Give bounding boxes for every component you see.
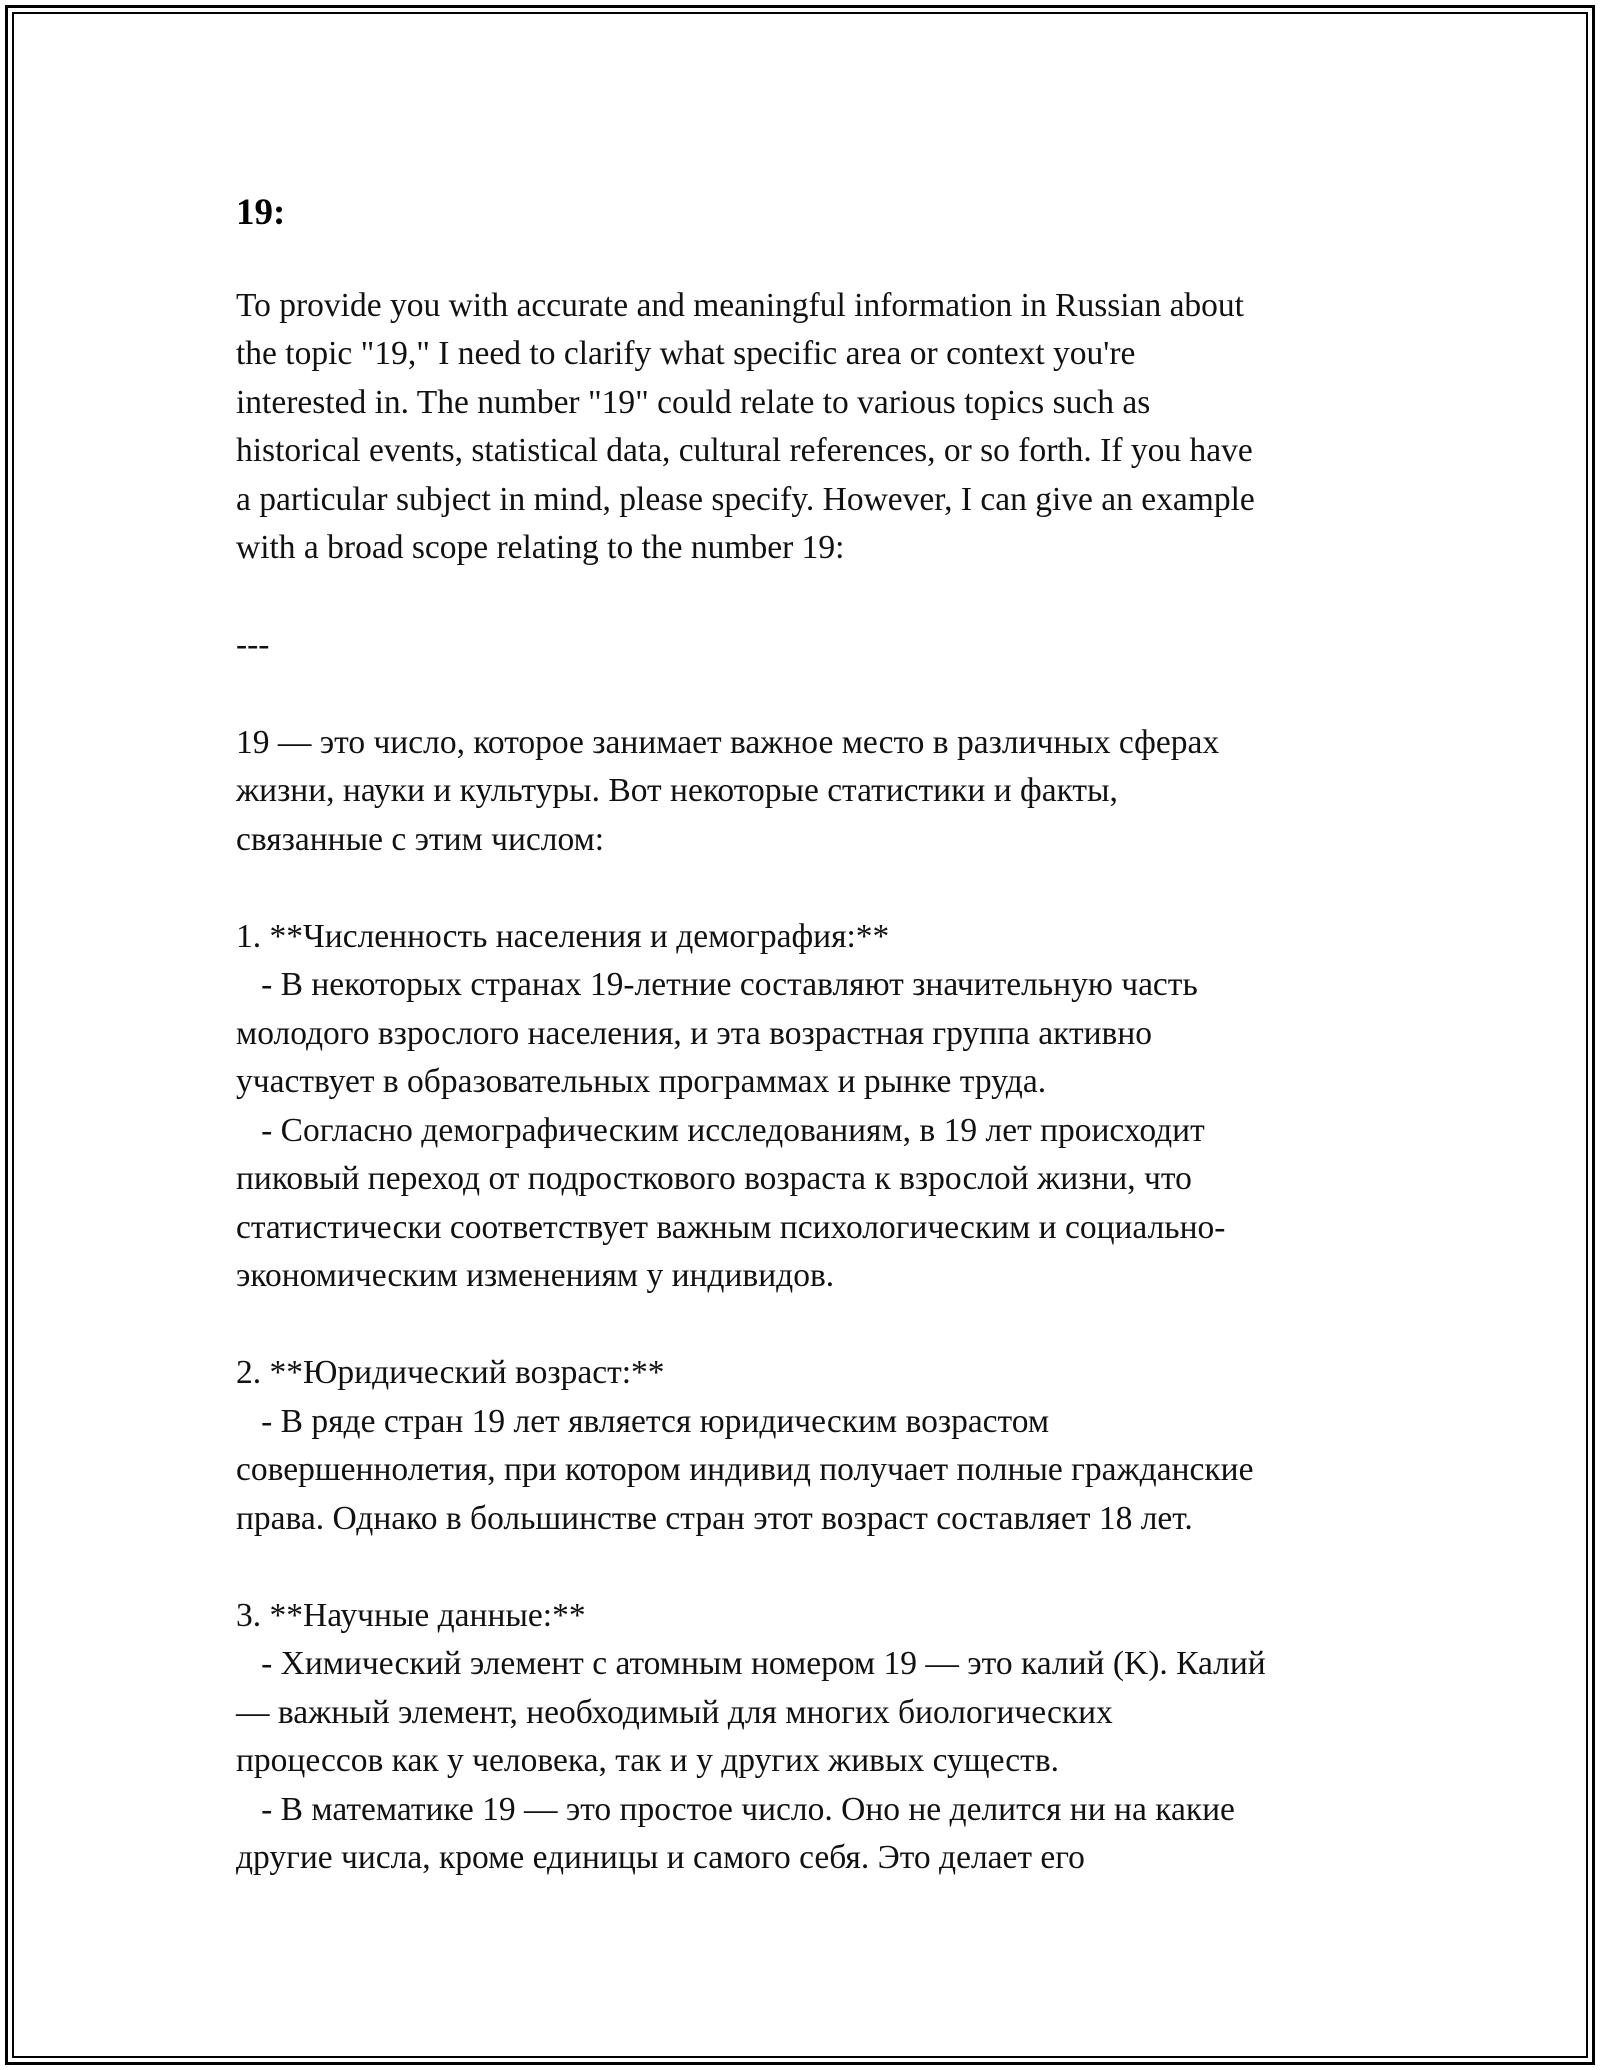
lead-paragraph: 19 — это число, которое занимает важное место в различных сферах жизни, науки и культуры. Вот некоторые статистики и факты, связанные с этим числом: bbox=[236, 723, 1220, 858]
page-title: 19: bbox=[236, 192, 286, 233]
document-page bbox=[236, 188, 1376, 1882]
intro-paragraph: To provide you with accurate and meaningful information in Russian about the topic "19," I need to clarify what specific area or context you're interested in. The number "19" could relate to various topics such as historical events, statistical data, cultural references, or so forth. If you have a particular subject in mind, please specify. However, I can give an example with a broad scope relating to the number 19: bbox=[236, 287, 1255, 567]
separator: --- bbox=[236, 626, 270, 664]
section-science: 3. **Научные данные:** - Химический элемент с атомным номером 19 — это калий (K). Калий — важный элемент, необходимый для многих биологических процессов как у человека, так и у других живых существ. - В математике 19 — это простое число. Оно не делится ни на какие другие числа, кроме единицы и самого себя. Это делает его bbox=[236, 1596, 1266, 1876]
section-legal-age: 2. **Юридический возраст:** - В ряде стран 19 лет является юридическим возрастом совершеннолетия, при котором индивид получает полные гражданские права. Однако в большинстве стран этот возраст составляет 18 лет. bbox=[236, 1354, 1254, 1537]
section-population: 1. **Численность населения и демография:** - В некоторых странах 19-летние составляют значительную часть молодого взрослого населения, и эта возрастная группа активно участвует в образовательных программах и рынке труда. - Согласно демографическим исследованиям, в 19 лет происходит пиковый переход от подросткового возраста к взрослой жизни, что статистически соответствует важным психологическим и социально- экономическим изменениям у индивидов. bbox=[236, 918, 1226, 1294]
